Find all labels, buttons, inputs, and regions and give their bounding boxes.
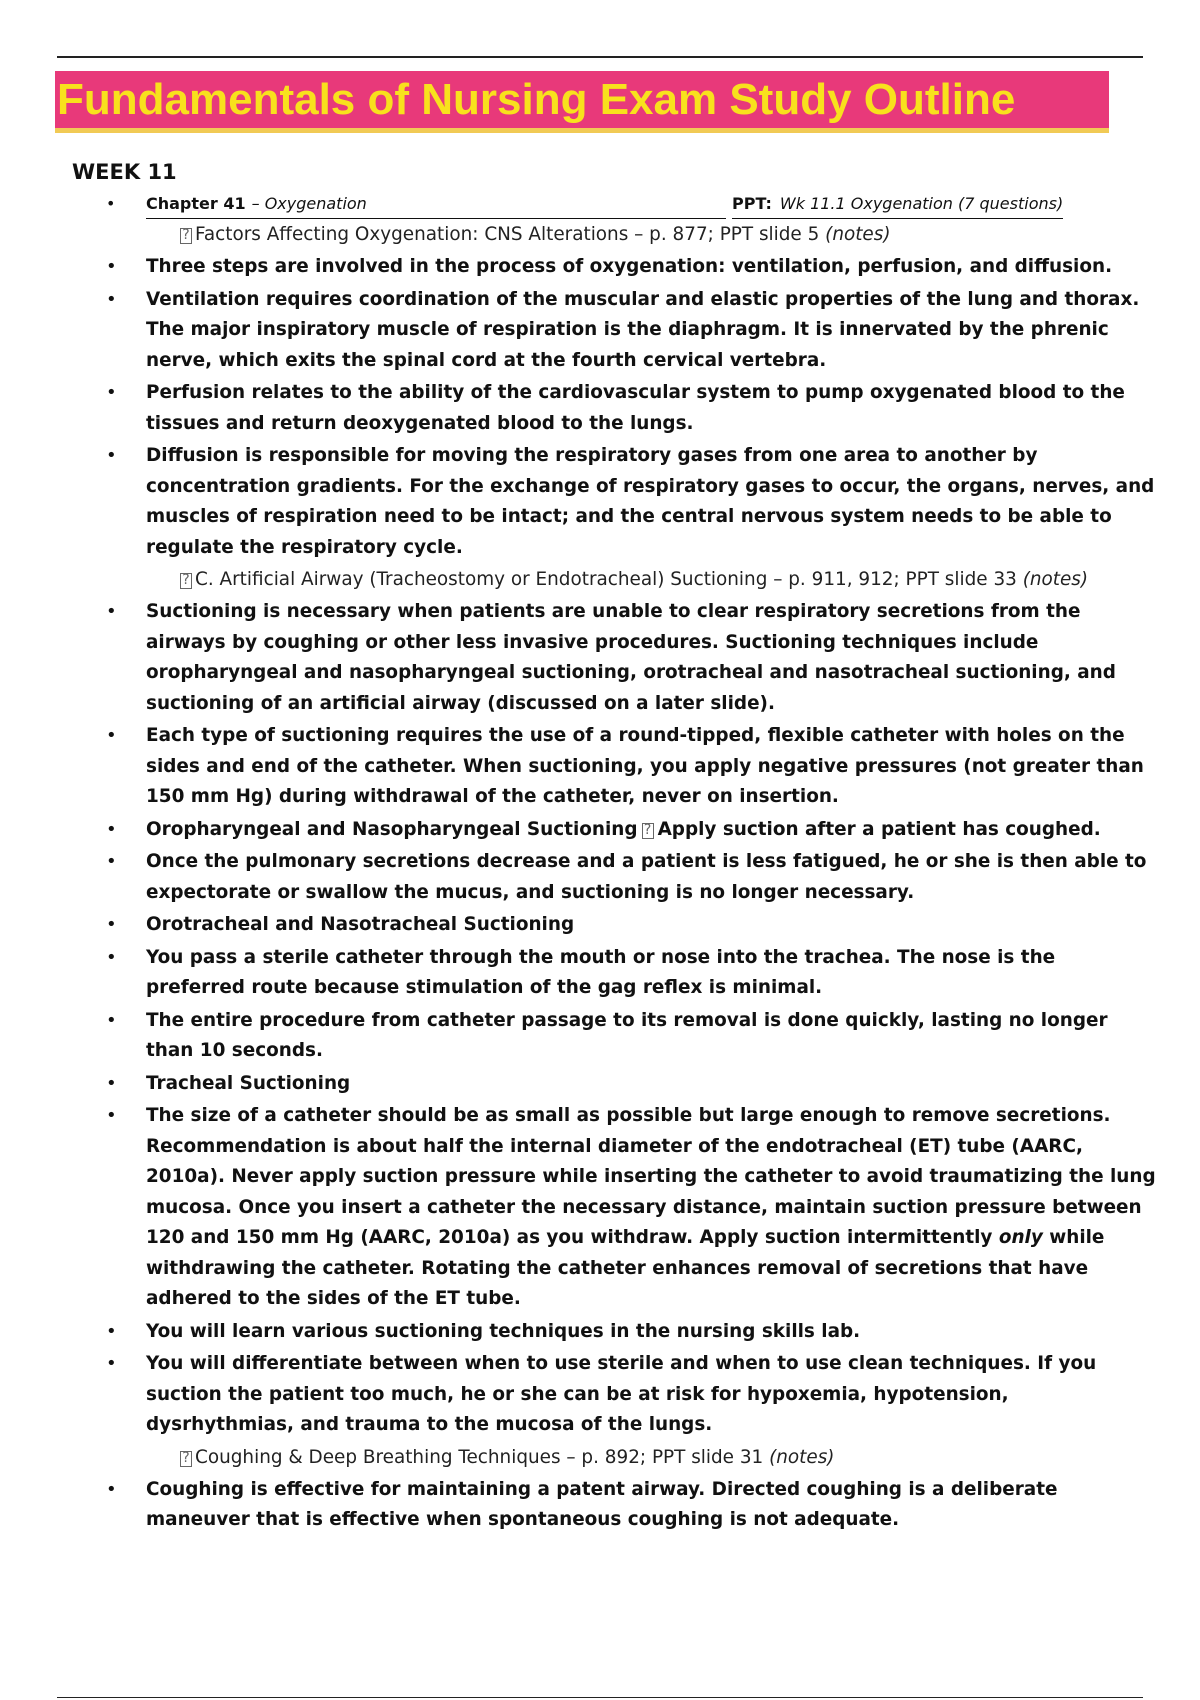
list-item xyxy=(0,1349,1200,1441)
bullet-marker: • xyxy=(106,288,117,310)
list-item-text: Orotracheal and Nasotracheal Suctioning xyxy=(146,914,575,935)
list-item xyxy=(0,378,1200,439)
missing-glyph-icon: ? xyxy=(180,228,192,244)
bullet-marker: • xyxy=(106,1072,117,1094)
outline-list xyxy=(0,190,1200,1538)
reference-text: Coughing & Deep Breathing Techniques – p. 892; PPT slide 31 xyxy=(195,1446,770,1468)
list-item-text: Suctioning is necessary when patients are unable to clear respiratory secretions from the airways by coughing or other less invasive procedures. Suctioning techniques include oropharyngeal and nasopharyngeal suctioning, orotracheal and nasotracheal suctioning, and suctioning of an artificial airway (discussed on a later slide). xyxy=(146,601,1116,714)
bullet-marker: • xyxy=(106,256,117,277)
bullet-marker: • xyxy=(106,725,117,746)
list-item xyxy=(0,285,1200,377)
list-item-text: while withdrawing the catheter. Rotating the catheter enhances removal of secretions that have adhered to the sides of the ET tube. xyxy=(146,1227,1105,1309)
bullet-marker: • xyxy=(106,1353,117,1374)
bullet-marker: • xyxy=(106,1320,117,1342)
list-item-text: Coughing is effective for maintaining a patent airway. Directed coughing is a deliberate maneuver that is effective when spontaneous coughing is not adequate. xyxy=(146,1478,1058,1530)
bullet-marker: • xyxy=(106,445,117,466)
missing-glyph-icon: ? xyxy=(180,573,192,589)
list-item xyxy=(0,847,1200,908)
bullet-marker: • xyxy=(106,1009,117,1031)
list-item xyxy=(0,1475,1200,1536)
reference-line-suctioning xyxy=(0,565,1200,595)
list-item-emphasis: only xyxy=(998,1227,1043,1248)
reference-line-coughing xyxy=(0,1443,1200,1473)
list-item xyxy=(0,1006,1200,1067)
list-item-text: The entire procedure from catheter passage to its removal is done quickly, lasting no longer than 10 seconds. xyxy=(146,1009,1108,1061)
list-item-text: Ventilation requires coordination of the muscular and elastic properties of the lung and thorax. The major inspiratory muscle of respiration is the diaphragm. It is innervated by the phrenic nerve, which exits the spinal cord at the fourth cervical vertebra. xyxy=(146,288,1140,371)
ppt-topic: Wk 11.1 Oxygenation (7 questions) xyxy=(779,194,1064,213)
missing-glyph-icon: ? xyxy=(642,823,654,839)
list-item-text: Perfusion relates to the ability of the cardiovascular system to pump oxygenated blood to the tissues and return deoxygenated blood to the lungs. xyxy=(146,382,1125,434)
reference-line-cns xyxy=(0,220,1200,250)
list-item xyxy=(0,815,1200,846)
bullet-marker: • xyxy=(106,914,117,935)
list-item-text: You will learn various suctioning techniques in the nursing skills lab. xyxy=(146,1320,861,1342)
ppt-reference xyxy=(732,190,1063,219)
list-item xyxy=(0,721,1200,813)
list-item-text: Oropharyngeal and Nasopharyngeal Suctioning xyxy=(146,818,638,840)
list-item xyxy=(0,1317,1200,1348)
reference-note: (notes) xyxy=(825,224,891,245)
list-item xyxy=(0,597,1200,719)
week-heading: WEEK 11 xyxy=(72,160,177,184)
list-item-text: Tracheal Suctioning xyxy=(146,1072,351,1094)
list-item xyxy=(0,252,1200,283)
list-item-text: Diffusion is responsible for moving the respiratory gases from one area to another by concentration gradients. For the exchange of respiratory gases to occur, the organs, nerves, and muscles of respiration need to be intact; and the central nervous system needs to be able to regulate the respiratory cycle. xyxy=(146,445,1155,558)
list-item xyxy=(0,1069,1200,1100)
title-banner xyxy=(55,71,1109,133)
bullet-marker: • xyxy=(106,1105,117,1126)
list-item xyxy=(0,943,1200,1004)
bullet-marker: • xyxy=(106,1478,117,1500)
list-item-text: Three steps are involved in the process of oxygenation: ventilation, perfusion, and diffusion. xyxy=(146,256,1113,277)
bullet-marker: • xyxy=(106,851,117,872)
bullet-marker: • xyxy=(106,194,116,213)
list-item-text: Each type of suctioning requires the use of a round-tipped, flexible catheter with holes on the sides and end of the catheter. When suctioning, you apply negative pressures (not greater than 150 mm Hg) during withdrawal of the catheter, never on insertion. xyxy=(146,725,1144,807)
chapter-label: Chapter 41 xyxy=(146,194,246,213)
missing-glyph-icon: ? xyxy=(180,1451,192,1467)
reference-text: C. Artificial Airway (Tracheostomy or Endotracheal) Suctioning – p. 911, 912; PPT slide 33 xyxy=(195,569,1023,590)
bullet-marker: • xyxy=(106,818,117,840)
bullet-marker: • xyxy=(106,601,117,622)
bottom-rule xyxy=(57,1697,1143,1698)
list-item-text: You will differentiate between when to use sterile and when to use clean techniques. If you suction the patient too much, he or she can be at risk for hypoxemia, hypotension, dysrhythmias, and trauma to the mucosa of the lungs. xyxy=(146,1353,1097,1435)
reference-note: (notes) xyxy=(769,1446,835,1468)
list-item-text: Once the pulmonary secretions decrease and a patient is less fatigued, he or she is then able to expectorate or swallow the mucus, and suctioning is no longer necessary. xyxy=(146,851,1147,903)
bullet-marker: • xyxy=(106,946,117,968)
chapter-line xyxy=(0,190,1200,220)
chapter-topic: – Oxygenation xyxy=(251,194,367,213)
reference-text: Factors Affecting Oxygenation: CNS Alterations – p. 877; PPT slide 5 xyxy=(195,224,826,245)
reference-note: (notes) xyxy=(1022,569,1089,590)
chapter-title xyxy=(146,190,726,219)
list-item-text: The size of a catheter should be as small as possible but large enough to remove secretions. Recommendation is about half the internal diameter of the endotracheal (ET) tube (AARC, 2010a). Never apply suction pressure while inserting the catheter to avoid traumatizing the lung mucosa. Once you insert a catheter the necessary distance, maintain suction pressure between 120 and 150 mm Hg (AARC, 2010a) as you withdraw. Apply suction intermittently xyxy=(146,1105,1156,1248)
list-item-text: Apply suction after a patient has coughed. xyxy=(657,818,1101,840)
list-item-text: You pass a sterile catheter through the mouth or nose into the trachea. The nose is the preferred route because stimulation of the gag reflex is minimal. xyxy=(146,946,1056,998)
list-item xyxy=(0,441,1200,563)
list-item xyxy=(0,1101,1200,1315)
bullet-marker: • xyxy=(106,382,117,403)
ppt-label: PPT: xyxy=(732,194,772,213)
list-item xyxy=(0,910,1200,941)
top-rule xyxy=(57,56,1143,58)
page-title: Fundamentals of Nursing Exam Study Outline xyxy=(57,74,1016,124)
